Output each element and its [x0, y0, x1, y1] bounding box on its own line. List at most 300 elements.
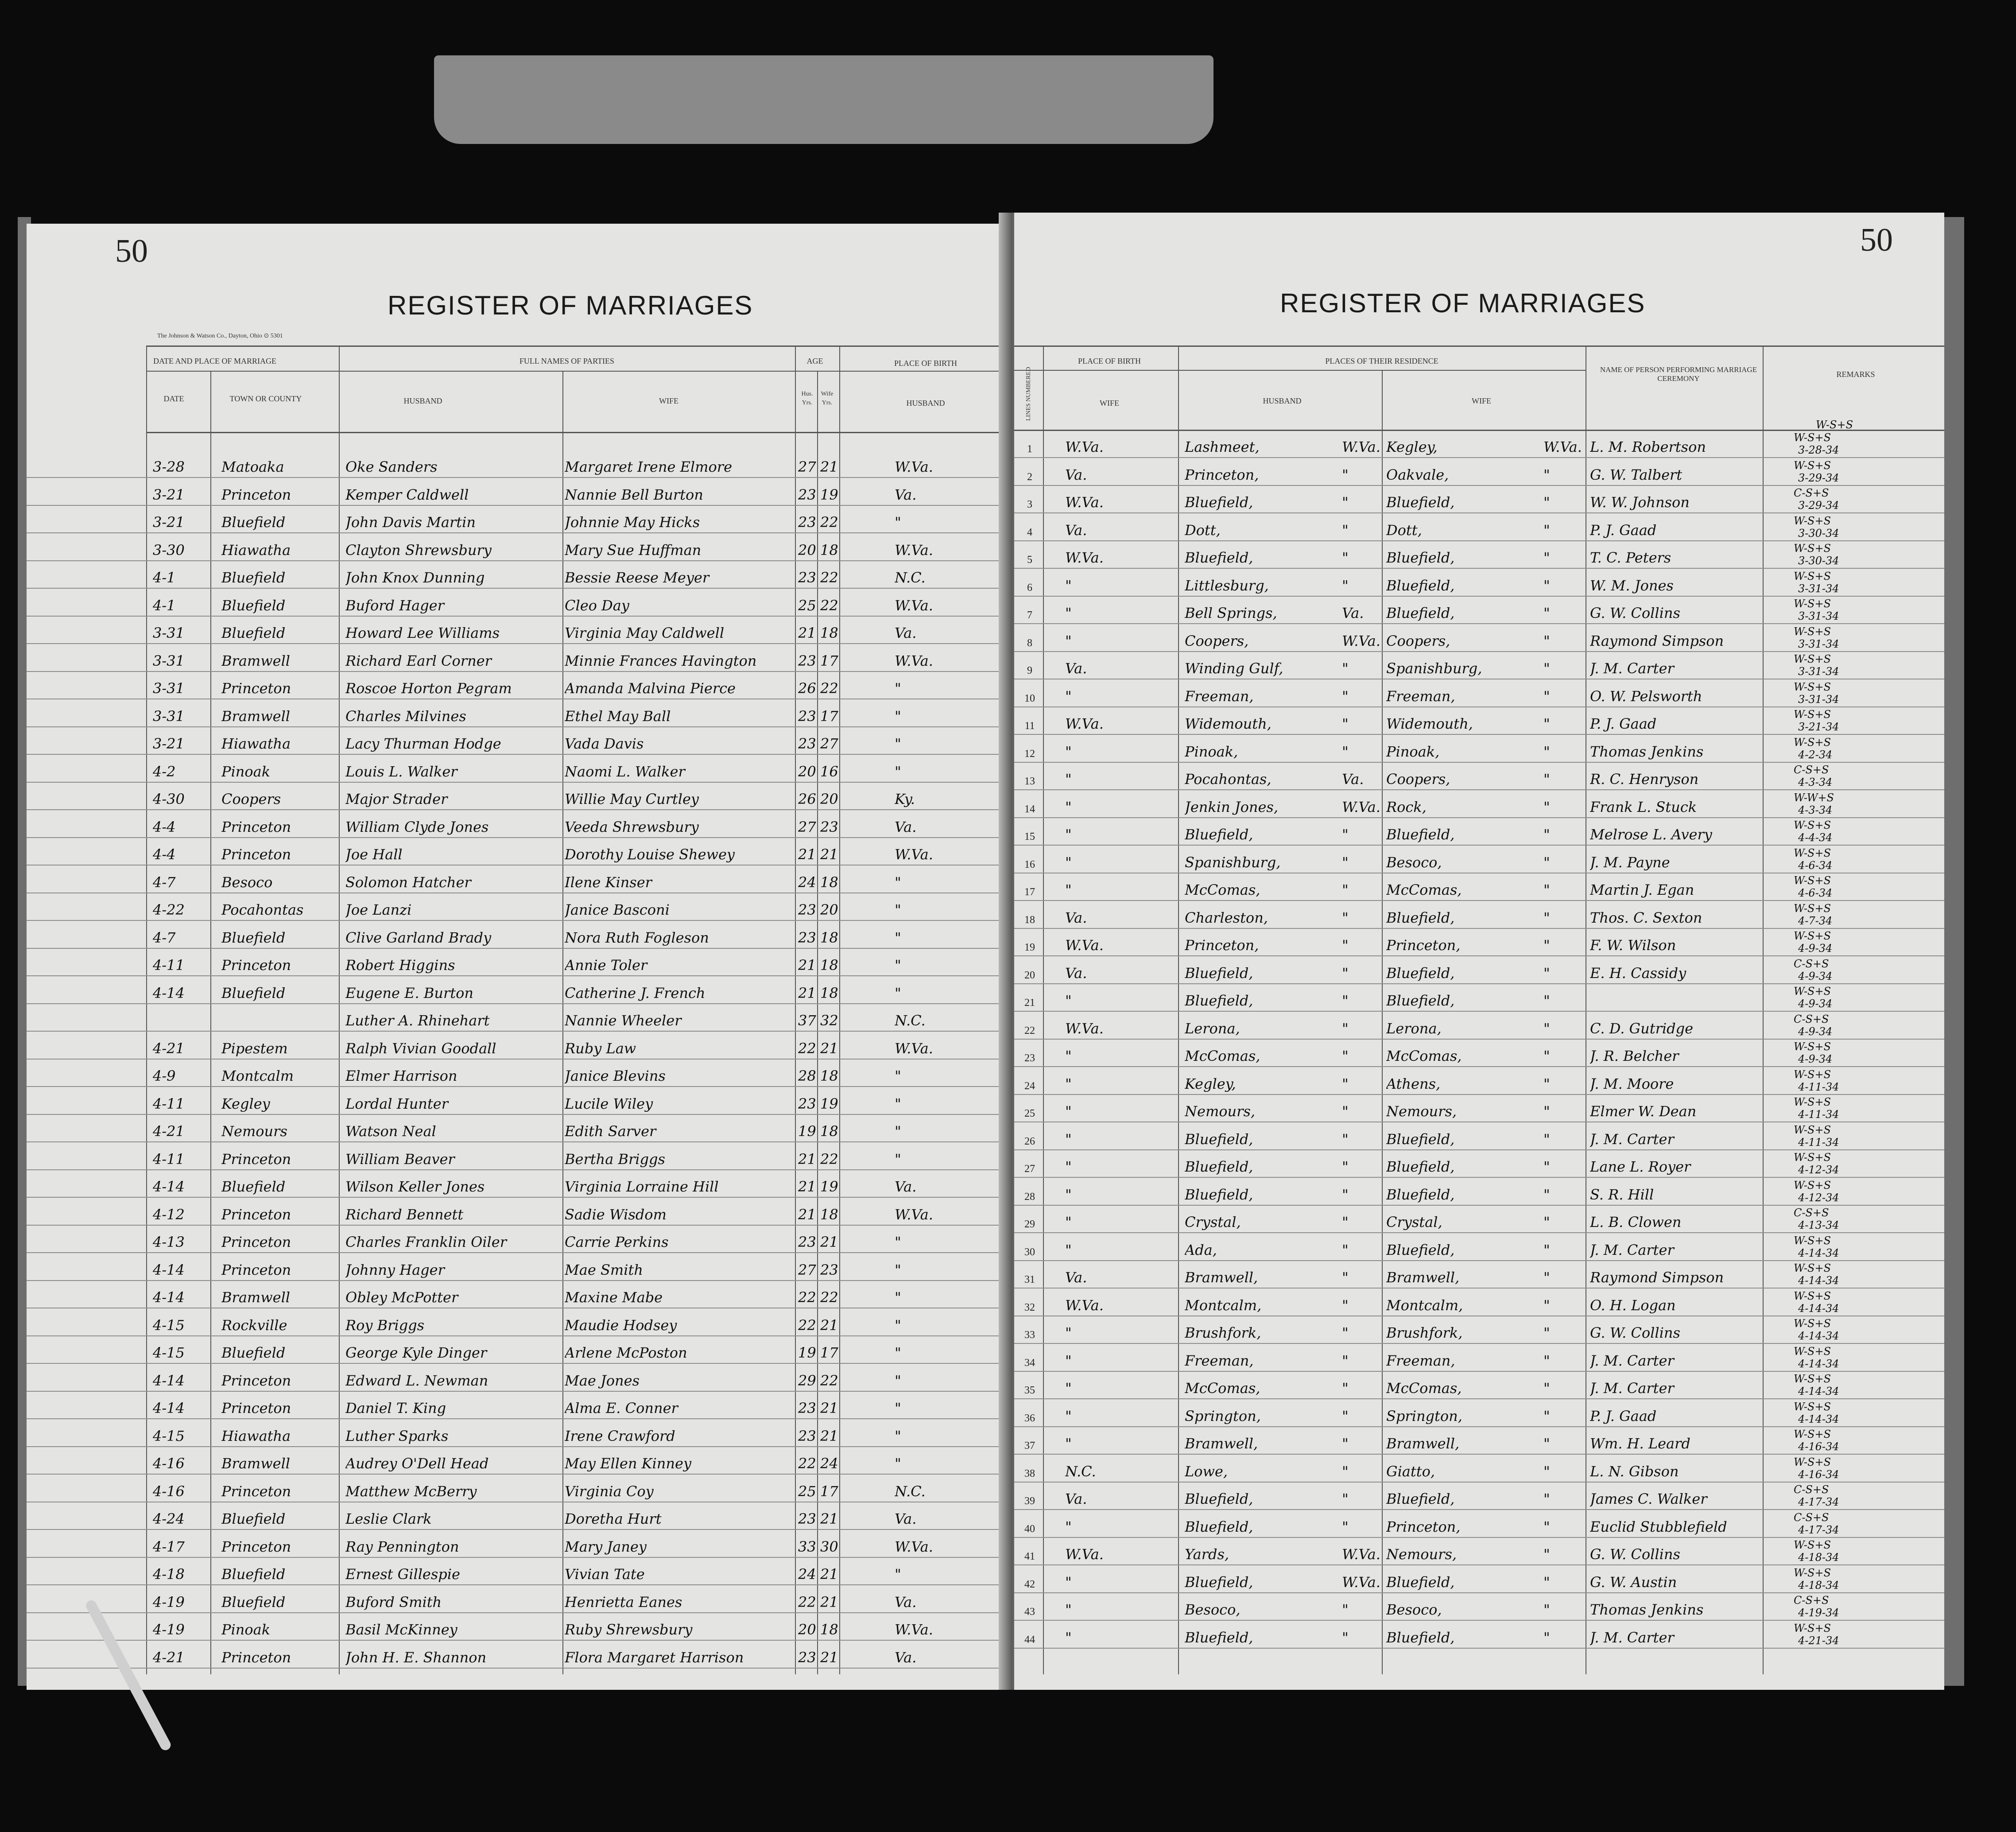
entry-wife-residence: McComas,	[1386, 1048, 1462, 1064]
entry-wife-residence: Bramwell,	[1386, 1269, 1460, 1286]
entry-remarks-date: 4-17-34	[1798, 1496, 1839, 1508]
entry-wife: Vada Davis	[565, 735, 644, 752]
entry-husband-birthplace: N.C.	[895, 1012, 926, 1029]
entry-wife-age: 18	[820, 1123, 838, 1140]
entry-husband-age: 21	[798, 846, 816, 863]
entry-remarks-date: 4-9-34	[1798, 998, 1833, 1010]
entry-date: 4-21	[153, 1123, 185, 1140]
entry-wife: Mary Janey	[565, 1538, 647, 1555]
entry-remarks-date: 3-30-34	[1798, 555, 1839, 567]
entry-wife: Veeda Shrewsbury	[565, 818, 699, 835]
entry-husband-birthplace: Ky.	[895, 791, 915, 807]
entry-husband: Joe Hall	[345, 846, 403, 863]
entry-remarks-code: W-S+S	[1794, 1040, 1831, 1053]
entry-wife-age: 21	[820, 1510, 838, 1527]
entry-husband-state: "	[1342, 1103, 1349, 1120]
table-row	[27, 1423, 1008, 1451]
entry-wife-residence: Athens,	[1386, 1075, 1441, 1092]
entry-wife-residence: Besoco,	[1386, 1601, 1442, 1618]
entry-wife-state: "	[1543, 937, 1550, 954]
entry-wife-state: "	[1543, 1629, 1550, 1646]
entry-wife-birthplace: Va.	[1065, 466, 1087, 483]
entry-remarks-code: W-S+S	[1794, 985, 1831, 998]
entry-remarks-code: W-S+S	[1794, 680, 1831, 693]
row-rule	[27, 1086, 1008, 1087]
entry-wife-age: 21	[820, 1593, 838, 1611]
entry-husband-age: 23	[798, 1427, 816, 1444]
entry-wife-residence: Giatto,	[1386, 1463, 1435, 1480]
row-rule	[27, 837, 1008, 838]
entry-wife-state: "	[1543, 1352, 1550, 1369]
entry-officiant: W. W. Johnson	[1590, 494, 1690, 511]
header-place-of-birth: PLACE OF BIRTH	[894, 359, 957, 368]
entry-wife-state: "	[1543, 1103, 1550, 1120]
entry-wife-state: "	[1543, 1296, 1550, 1314]
table-row	[27, 1645, 1008, 1672]
entry-remarks-date: 4-6-34	[1798, 859, 1833, 872]
entry-officiant: Thomas Jenkins	[1590, 743, 1704, 760]
table-row	[1014, 653, 1944, 683]
entry-wife-birthplace: "	[1065, 771, 1072, 788]
entry-husband: Luther Sparks	[345, 1427, 449, 1444]
entry-remarks-code: C-S+S	[1794, 957, 1829, 970]
table-row	[27, 1285, 1008, 1312]
entry-officiant: Melrose L. Avery	[1590, 826, 1712, 843]
entry-husband-age: 20	[798, 541, 816, 559]
entry-remarks-date: 4-16-34	[1798, 1468, 1839, 1481]
table-row	[1014, 766, 1944, 794]
row-rule	[27, 560, 1008, 561]
entry-remarks-code: W-S+S	[1794, 1373, 1831, 1385]
entry-officiant: J. M. Carter	[1590, 1130, 1674, 1148]
table-row	[1014, 1123, 1944, 1154]
header-full-names: FULL NAMES OF PARTIES	[519, 357, 615, 365]
entry-officiant: Lane L. Royer	[1590, 1158, 1691, 1175]
table-row	[27, 648, 1008, 675]
entry-remarks-date: 3-28-34	[1798, 444, 1839, 456]
entry-remarks-date: 3-29-34	[1798, 499, 1839, 512]
entry-husband: Ernest Gillespie	[345, 1566, 460, 1583]
line-number: 25	[1024, 1108, 1035, 1119]
line-number: 4	[1027, 526, 1032, 538]
row-rule	[1014, 1177, 1944, 1178]
entry-officiant: Martin J. Egan	[1590, 881, 1694, 898]
entry-wife-residence: Dott,	[1386, 521, 1422, 539]
entry-husband-age: 24	[798, 873, 816, 891]
table-row	[1014, 1511, 1944, 1541]
entry-wife-birthplace: "	[1065, 1130, 1072, 1148]
row-rule	[1014, 1232, 1944, 1233]
entry-officiant: J. M. Carter	[1590, 1352, 1674, 1369]
entry-wife: Minnie Frances Havington	[565, 652, 757, 669]
table-row	[1014, 736, 1944, 766]
entry-wife-residence: Nemours,	[1386, 1546, 1457, 1563]
entry-husband-state: "	[1342, 1629, 1349, 1646]
entry-husband-state: "	[1342, 1407, 1349, 1424]
entry-town: Princeton	[221, 1234, 291, 1250]
entry-wife-age: 21	[820, 1400, 838, 1417]
table-row	[1014, 1013, 1944, 1043]
entry-husband-age: 21	[798, 1178, 816, 1195]
entry-wife-state: "	[1543, 1490, 1550, 1507]
table-row	[27, 842, 1008, 869]
entry-wife-state: "	[1543, 964, 1550, 982]
header-age: AGE	[806, 357, 823, 365]
entry-husband-state: "	[1342, 1601, 1349, 1618]
entry-husband-state: W.Va.	[1342, 439, 1380, 455]
row-rule	[1014, 651, 1944, 652]
entry-wife-age: 22	[820, 1289, 838, 1306]
entry-officiant: E. H. Cassidy	[1590, 964, 1686, 982]
entry-husband-birthplace: Va.	[895, 1510, 917, 1527]
line-number: 21	[1024, 997, 1035, 1009]
entry-remarks-date: 4-4-34	[1798, 831, 1833, 844]
entry-town: Bluefield	[221, 625, 286, 641]
entry-remarks-date: 4-18-34	[1798, 1579, 1839, 1591]
table-row	[1014, 957, 1944, 988]
table-row	[1014, 985, 1944, 1015]
entry-husband-state: "	[1342, 881, 1349, 898]
line-number: 20	[1024, 969, 1035, 981]
entry-husband-birthplace: "	[895, 735, 901, 752]
entry-husband-age: 22	[798, 1455, 816, 1472]
entry-wife-birthplace: "	[1065, 1103, 1072, 1120]
table-row	[27, 675, 1008, 703]
entry-husband-birthplace: "	[895, 1234, 901, 1250]
entry-town: Besoco	[221, 873, 273, 891]
line-number: 41	[1024, 1551, 1035, 1562]
line-number: 17	[1024, 886, 1035, 898]
line-number: 7	[1027, 609, 1032, 621]
entry-date: 4-1	[153, 597, 176, 614]
entry-wife-birthplace: "	[1065, 1214, 1072, 1230]
table-row	[1014, 1209, 1944, 1237]
entry-wife-birthplace: W.Va.	[1065, 439, 1104, 455]
entry-remarks-date: 3-31-34	[1798, 665, 1839, 678]
entry-remarks-code: W-S+S	[1794, 1096, 1831, 1108]
entry-wife-birthplace: "	[1065, 577, 1072, 594]
entry-wife: Ruby Law	[565, 1040, 636, 1057]
entry-officiant: P. J. Gaad	[1590, 521, 1657, 539]
entry-remarks-code: W-S+S	[1794, 1262, 1831, 1274]
entry-husband-state: "	[1342, 1380, 1349, 1397]
header-town: TOWN OR COUNTY	[229, 394, 302, 403]
entry-officiant: J. M. Carter	[1590, 1380, 1674, 1397]
entry-remarks-code: W-S+S	[1794, 542, 1831, 555]
entry-husband-residence: McComas,	[1185, 1380, 1260, 1397]
row-rule	[1014, 512, 1944, 513]
entry-remarks-date: 4-3-34	[1798, 776, 1833, 788]
entry-husband-residence: Bluefield,	[1185, 1573, 1253, 1591]
entry-husband-age: 26	[798, 791, 816, 807]
entry-wife: Ilene Kinser	[565, 873, 652, 891]
entry-town: Hiawatha	[221, 1427, 291, 1444]
entry-officiant: F. W. Wilson	[1590, 937, 1676, 954]
table-row	[27, 1008, 1008, 1035]
entry-officiant: Raymond Simpson	[1590, 1269, 1724, 1286]
entry-town: Montcalm	[221, 1067, 294, 1084]
entry-date: 4-14	[153, 1261, 185, 1278]
entry-husband-age: 25	[798, 597, 816, 614]
entry-remarks-code: W-S+S	[1794, 930, 1831, 942]
row-rule	[27, 1335, 1008, 1336]
entry-wife: Alma E. Conner	[565, 1400, 678, 1417]
entry-husband-residence: Bluefield,	[1185, 1186, 1253, 1203]
entry-wife: Nannie Bell Burton	[565, 486, 703, 503]
entry-town: Princeton	[221, 957, 291, 974]
entry-husband-residence: Freeman,	[1185, 1352, 1254, 1369]
entry-town: Princeton	[221, 680, 291, 697]
row-rule	[27, 1059, 1008, 1060]
entry-officiant: L. N. Gibson	[1590, 1463, 1679, 1480]
remarks-top-code: W-S+S	[1816, 419, 1853, 431]
entry-husband-age: 21	[798, 984, 816, 1001]
entry-officiant: G. W. Collins	[1590, 1546, 1680, 1563]
table-row	[1014, 1289, 1944, 1320]
entry-town: Bramwell	[221, 1289, 291, 1306]
line-number: 28	[1024, 1191, 1035, 1203]
row-rule	[27, 643, 1008, 644]
entry-husband-residence: Kegley,	[1185, 1075, 1236, 1092]
row-rule	[1014, 1398, 1944, 1399]
entry-husband-birthplace: "	[895, 1261, 901, 1278]
entry-husband-birthplace: W.Va.	[895, 1206, 933, 1223]
entry-officiant: L. B. Clowen	[1590, 1214, 1682, 1230]
entry-husband-age: 21	[798, 1150, 816, 1168]
entry-husband-birthplace: "	[895, 514, 901, 531]
entry-date: 4-17	[153, 1538, 185, 1555]
entry-officiant: T. C. Peters	[1590, 549, 1671, 566]
entry-wife: Cleo Day	[565, 597, 629, 614]
header-rule-top	[1014, 345, 1944, 347]
line-number: 19	[1024, 942, 1035, 953]
header-husband: HUSBAND	[403, 396, 442, 405]
entry-wife-age: 23	[820, 1261, 838, 1278]
entry-remarks-code: W-S+S	[1794, 1123, 1831, 1136]
entry-husband-age: 21	[798, 957, 816, 974]
entry-wife: Catherine J. French	[565, 984, 706, 1001]
table-row	[27, 1146, 1008, 1174]
entry-husband-age: 23	[798, 652, 816, 669]
entry-husband-residence: Bluefield,	[1185, 964, 1253, 982]
entry-wife: Virginia May Caldwell	[565, 625, 725, 641]
entry-husband-birthplace: "	[895, 957, 901, 974]
right-page	[1014, 213, 1944, 1690]
entry-remarks-code: W-S+S	[1794, 1068, 1831, 1081]
row-rule	[27, 1169, 1008, 1170]
header-res-wife: WIFE	[1472, 396, 1491, 405]
table-row	[1014, 1262, 1944, 1292]
entry-wife-age: 18	[820, 541, 838, 559]
entry-wife-age: 19	[820, 486, 838, 503]
header-date: DATE	[163, 394, 184, 403]
row-rule	[27, 920, 1008, 921]
entry-date: 4-4	[153, 846, 176, 863]
entry-wife: Willie May Curtley	[565, 791, 699, 807]
entry-wife-birthplace: Va.	[1065, 964, 1087, 982]
entry-husband-residence: Springton,	[1185, 1407, 1261, 1424]
entry-husband: Kemper Caldwell	[345, 486, 469, 503]
entry-remarks-date: 4-9-34	[1798, 942, 1833, 955]
entry-husband-residence: Coopers,	[1185, 632, 1249, 649]
entry-wife: Lucile Wiley	[565, 1095, 653, 1112]
entry-remarks-date: 3-31-34	[1798, 582, 1839, 595]
entry-husband-birthplace: N.C.	[895, 569, 926, 586]
left-page	[27, 224, 1008, 1690]
book-edge-right	[1942, 217, 1964, 1686]
entry-husband-residence: Princeton,	[1185, 466, 1259, 483]
entry-wife-state: "	[1543, 1075, 1550, 1092]
entry-remarks-code: W-S+S	[1794, 736, 1831, 749]
entry-wife-age: 30	[820, 1538, 838, 1555]
entry-date: 4-16	[153, 1455, 185, 1472]
entry-remarks-code: W-S+S	[1794, 708, 1831, 721]
entry-husband: George Kyle Dinger	[345, 1344, 487, 1361]
entry-husband-age: 28	[798, 1067, 816, 1084]
row-rule	[27, 1640, 1008, 1641]
entry-wife-state: "	[1543, 1186, 1550, 1203]
entry-husband: Clayton Shrewsbury	[345, 541, 492, 559]
entry-husband-state: "	[1342, 1186, 1349, 1203]
row-rule	[1014, 540, 1944, 541]
entry-remarks-code: C-S+S	[1794, 1013, 1829, 1025]
entry-wife-age: 32	[820, 1012, 838, 1029]
row-rule	[27, 588, 1008, 589]
entry-wife: Maudie Hodsey	[565, 1316, 677, 1334]
header-pob: PLACE OF BIRTH	[1078, 357, 1141, 365]
entry-husband: Ralph Vivian Goodall	[345, 1040, 496, 1057]
entry-wife-residence: Bluefield,	[1386, 964, 1455, 982]
table-row	[1014, 680, 1944, 711]
row-rule	[27, 1529, 1008, 1530]
entry-wife-age: 18	[820, 984, 838, 1001]
table-row	[27, 509, 1008, 537]
entry-wife: Nora Ruth Fogleson	[565, 929, 709, 946]
entry-remarks-date: 3-31-34	[1798, 693, 1839, 706]
entry-town: Bluefield	[221, 1510, 286, 1527]
line-number: 5	[1027, 554, 1032, 566]
table-row	[27, 1395, 1008, 1423]
entry-wife: Henrietta Eanes	[565, 1593, 682, 1611]
entry-wife-residence: Bluefield,	[1386, 1490, 1455, 1507]
entry-remarks-code: W-S+S	[1794, 459, 1831, 472]
line-number: 40	[1024, 1523, 1035, 1535]
row-rule	[1014, 983, 1944, 984]
entry-husband-age: 20	[798, 763, 816, 780]
entry-remarks-code: C-S+S	[1794, 1511, 1829, 1524]
entry-date: 4-21	[153, 1649, 185, 1666]
row-rule	[27, 726, 1008, 727]
entry-husband-state: W.Va.	[1342, 1573, 1380, 1591]
entry-remarks-code: W-S+S	[1794, 1539, 1831, 1551]
line-number: 23	[1024, 1052, 1035, 1064]
entry-date: 3-30	[153, 541, 185, 559]
entry-husband-state: "	[1342, 549, 1349, 566]
entry-husband: Oke Sanders	[345, 458, 438, 475]
entry-wife-state: "	[1543, 549, 1550, 566]
row-rule	[1014, 1066, 1944, 1067]
entry-remarks-date: 4-19-34	[1798, 1607, 1839, 1619]
line-number: 6	[1027, 582, 1032, 594]
entry-remarks-code: W-S+S	[1794, 625, 1831, 638]
table-row	[27, 1036, 1008, 1063]
entry-wife-state: "	[1543, 605, 1550, 621]
entry-wife: Virginia Lorraine Hill	[565, 1178, 719, 1195]
entry-wife: Edith Sarver	[565, 1123, 656, 1140]
entry-wife-age: 18	[820, 1206, 838, 1223]
entry-remarks-date: 4-14-34	[1798, 1302, 1839, 1315]
entry-date: 4-22	[153, 901, 185, 918]
table-row	[27, 731, 1008, 758]
entry-husband-state: "	[1342, 992, 1349, 1009]
entry-wife-state: "	[1543, 1546, 1550, 1563]
entry-remarks-code: W-S+S	[1794, 846, 1831, 859]
entry-town: Princeton	[221, 486, 291, 503]
entry-wife-residence: Princeton,	[1386, 1518, 1461, 1535]
entry-date: 4-7	[153, 929, 176, 946]
entry-husband: Matthew McBerry	[345, 1483, 477, 1500]
entry-wife-birthplace: W.Va.	[1065, 937, 1104, 954]
table-row	[27, 1174, 1008, 1201]
entry-wife: Annie Toler	[565, 957, 647, 974]
entry-wife-birthplace: W.Va.	[1065, 494, 1104, 511]
entry-husband: Lacy Thurman Hodge	[345, 735, 501, 752]
header-wife: WIFE	[659, 396, 678, 405]
entry-date: 4-19	[153, 1593, 185, 1611]
entry-wife-age: 22	[820, 514, 838, 531]
entry-wife-state: "	[1543, 1407, 1550, 1424]
entry-wife: Ruby Shrewsbury	[565, 1621, 693, 1638]
entry-town: Princeton	[221, 818, 291, 835]
row-rule	[1014, 734, 1944, 735]
entry-date: 3-31	[153, 652, 185, 669]
entry-husband-birthplace: "	[895, 707, 901, 725]
entry-remarks-code: W-S+S	[1794, 570, 1831, 582]
entry-wife-residence: Montcalm,	[1386, 1296, 1463, 1314]
entry-wife-birthplace: "	[1065, 1324, 1072, 1341]
entry-husband-residence: McComas,	[1185, 881, 1260, 898]
entry-wife-state: "	[1543, 826, 1550, 843]
entry-town: Pinoak	[221, 763, 271, 780]
row-rule	[27, 1280, 1008, 1281]
entry-wife-residence: McComas,	[1386, 881, 1462, 898]
line-number: 1	[1027, 443, 1032, 455]
line-number: 13	[1024, 776, 1035, 787]
row-rule	[1014, 1592, 1944, 1593]
row-rule	[1014, 1454, 1944, 1455]
entry-wife-age: 22	[820, 1372, 838, 1389]
entry-wife-residence: Bluefield,	[1386, 494, 1455, 511]
entry-town: Princeton	[221, 1372, 291, 1389]
entry-husband-birthplace: "	[895, 1067, 901, 1084]
line-number: 16	[1024, 858, 1035, 870]
row-rule	[1014, 1509, 1944, 1510]
entry-remarks-code: C-S+S	[1794, 487, 1829, 499]
entry-officiant: L. M. Robertson	[1590, 439, 1706, 455]
line-number: 43	[1024, 1606, 1035, 1618]
entry-husband-age: 37	[798, 1012, 816, 1029]
entry-husband-birthplace: Va.	[895, 486, 917, 503]
table-row	[27, 952, 1008, 980]
table-row	[27, 620, 1008, 648]
entry-date: 4-9	[153, 1067, 176, 1084]
entry-remarks-code: C-S+S	[1794, 764, 1829, 776]
entry-husband-state: "	[1342, 1241, 1349, 1258]
entry-wife-residence: Bluefield,	[1386, 909, 1455, 926]
entry-husband-state: "	[1342, 1352, 1349, 1369]
entry-town: Kegley	[221, 1095, 270, 1112]
entry-wife-residence: Bluefield,	[1386, 826, 1455, 843]
